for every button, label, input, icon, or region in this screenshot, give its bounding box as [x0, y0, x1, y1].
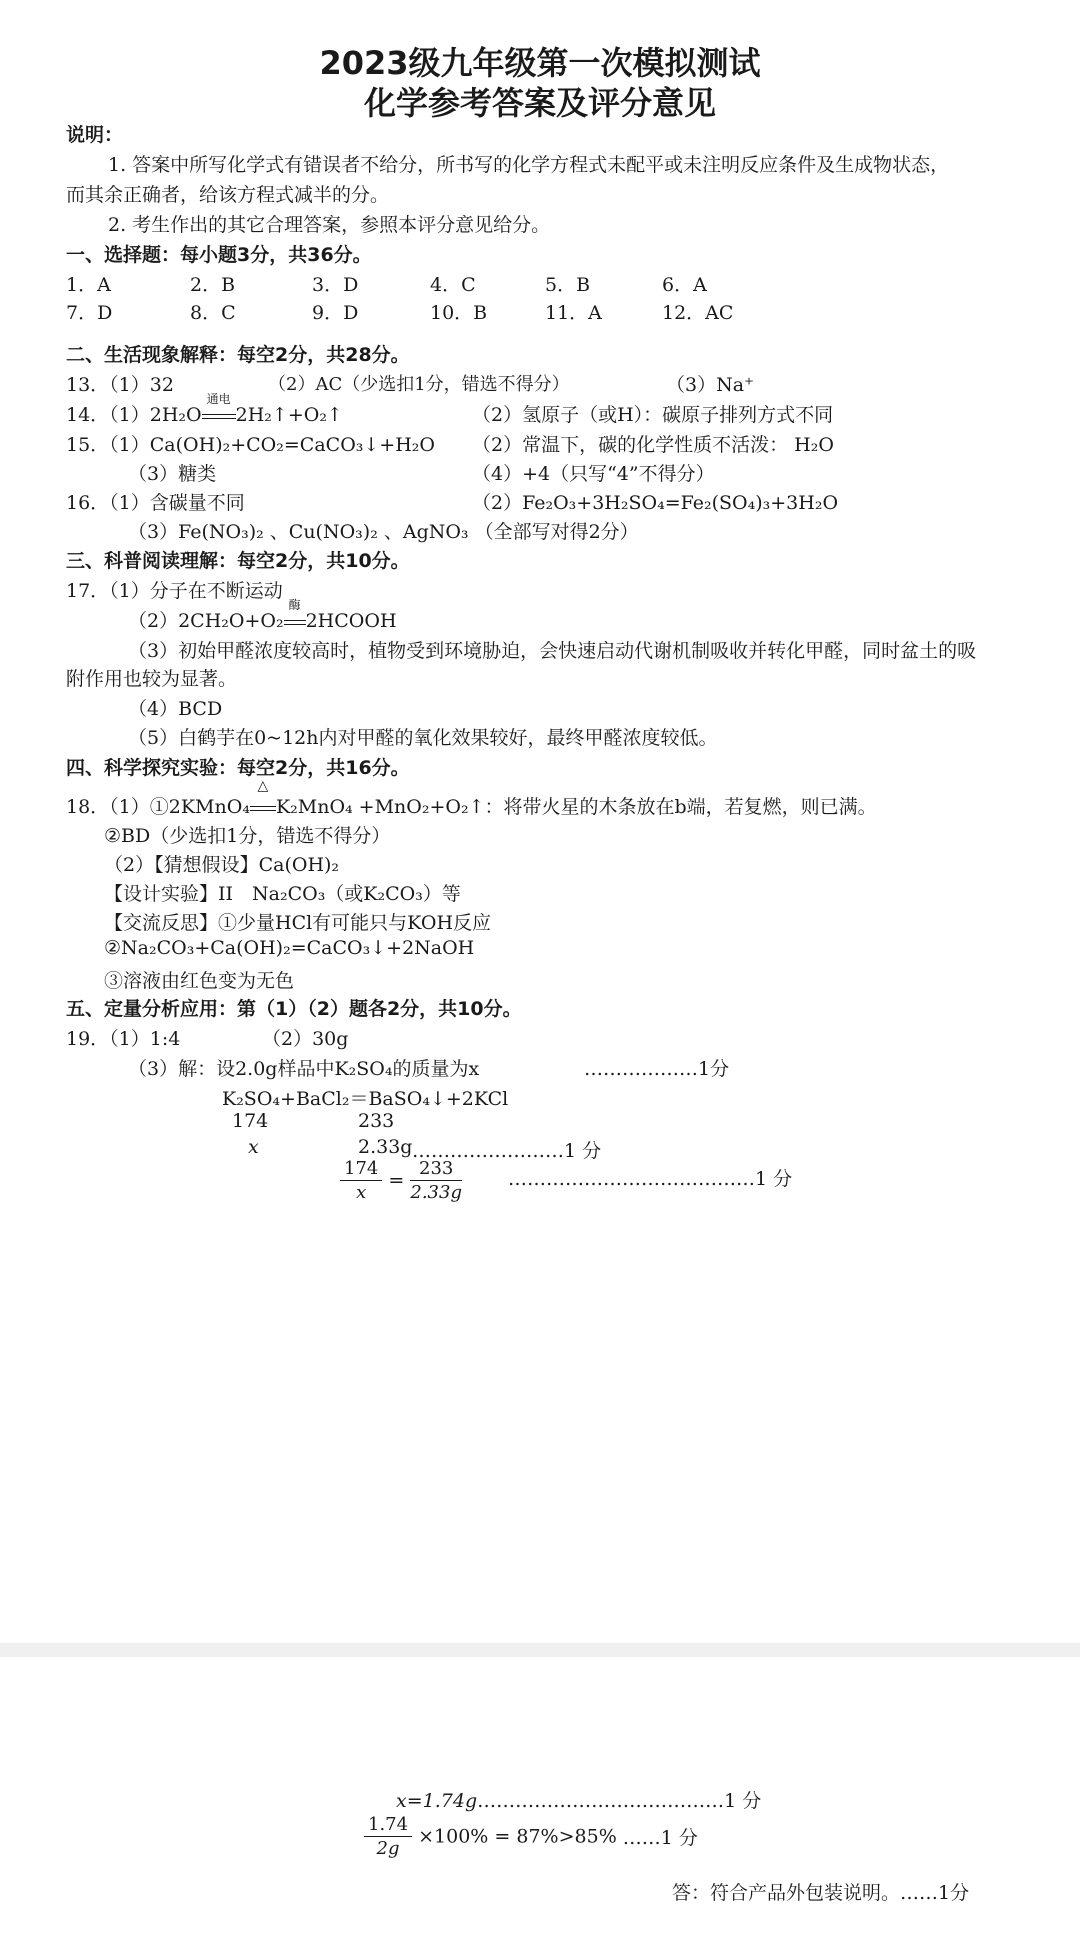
q17-part3-line1: （3）初始甲醛浓度较高时，植物受到环境胁迫，会快速启动代谢机制吸收并转化甲醛，同时盆土的吸 — [128, 640, 977, 662]
fraction-174-2g: $\frac{1.74}{2g}$ — [364, 1814, 412, 1859]
q13-part2: （2）AC（少选扣1分，错选不得分） — [268, 374, 570, 395]
answer-11: 11．A — [545, 302, 602, 324]
q18-color: ③溶液由红色变为无色 — [104, 970, 295, 992]
answer-7: 7．D — [66, 302, 113, 324]
answer-9: 9．D — [312, 302, 359, 324]
electrolysis-condition: 通电 — [202, 404, 236, 426]
q15-part1: 15．（1）Ca(OH)₂+CO₂=CaCO₃↓+H₂O — [66, 434, 435, 456]
mass-baso4: 2.33g — [358, 1136, 413, 1158]
answer-3: 3．D — [312, 274, 359, 296]
q16-part3: （3）Fe(NO₃)₂ 、Cu(NO₃)₂ 、AgNO₃ （全部写对得2分） — [128, 521, 639, 543]
q19-part3-points: ………………1分 — [584, 1058, 730, 1080]
q18-part1b: ②BD（少选扣1分，错选不得分） — [104, 825, 391, 847]
q17-part3-line2: 附作用也较为显著。 — [66, 668, 238, 690]
answer-8: 8．C — [190, 302, 236, 324]
doc-title: 2023级九年级第一次模拟测试 — [319, 44, 761, 82]
answer-2: 2．B — [190, 274, 236, 296]
q16-part2: （2）Fe₂O₃+3H₂SO₄=Fe₂(SO₄)₃+3H₂O — [472, 492, 839, 514]
q13-part3: （3）Na⁺ — [666, 374, 755, 396]
section2-heading: 二、生活现象解释：每空2分，共28分。 — [66, 344, 410, 366]
answer-6: 6．A — [662, 274, 707, 296]
answer-4: 4．C — [430, 274, 476, 296]
ratio-points: …………………………………1 分 — [508, 1168, 793, 1190]
q17-part2: （2）2CH₂O+O₂ 酶 2HCOOH — [128, 598, 397, 632]
note-1-line-2: 而其余正确者，给该方程式减半的分。 — [66, 184, 390, 206]
q19-part2: （2）30g — [262, 1028, 349, 1050]
section5-heading: 五、定量分析应用：第（1）（2）题各2分，共10分。 — [66, 998, 522, 1020]
q18-reflect: 【交流反思】①少量HCl有可能只与KOH反应 — [104, 912, 492, 934]
q19-part1: 19．（1）1:4 — [66, 1028, 181, 1050]
final-answer: 答：符合产品外包装说明。……1分 — [672, 1882, 970, 1904]
q15-part4: （4）+4（只写“4”不得分） — [472, 463, 715, 485]
answer-1: 1．A — [66, 274, 111, 296]
notes-heading: 说明： — [66, 124, 124, 146]
reaction-equation: K₂SO₄+BaCl₂＝BaSO₄↓+2KCl — [222, 1088, 509, 1110]
note-2: 2. 考生作出的其它合理答案，参照本评分意见给分。 — [108, 214, 551, 236]
q18-design: 【设计实验】II Na₂CO₃（或K₂CO₃）等 — [104, 883, 461, 905]
section3-heading: 三、科普阅读理解：每空2分，共10分。 — [66, 550, 410, 572]
q16-part1: 16．（1）含碳量不同 — [66, 492, 245, 514]
q17-part4: （4）BCD — [128, 698, 223, 720]
ratio-equation: $\frac{174}{x}$ = $\frac{233}{2.33g}$ — [340, 1158, 462, 1203]
molar-mass-baso4: 233 — [358, 1110, 395, 1132]
q18-part2: （2）【猜想假设】Ca(OH)₂ — [104, 854, 340, 876]
q14-part1: 14．（1）2H₂O 通电 2H₂↑+O₂↑ — [66, 392, 343, 426]
section4-heading: 四、科学探究实验：每空2分，共16分。 — [66, 757, 410, 779]
doc-subtitle: 化学参考答案及评分意见 — [363, 84, 716, 122]
fraction-174-x: $\frac{174}{x}$ — [340, 1158, 382, 1203]
answer-5: 5．B — [545, 274, 591, 296]
q19-part3: （3）解：设2.0g样品中K₂SO₄的质量为x — [128, 1058, 480, 1080]
page-seam — [0, 1643, 1080, 1657]
q18-equation: ②Na₂CO₃+Ca(OH)₂=CaCO₃↓+2NaOH — [104, 937, 475, 959]
section1-heading: 一、选择题：每小题3分，共36分。 — [66, 244, 372, 266]
fraction-233-mass: $\frac{233}{2.33g}$ — [410, 1158, 462, 1203]
q13-part1: 13．（1）32 — [66, 374, 174, 396]
q17-part5: （5）白鹤芋在0~12h内对甲醛的氧化效果较好，最终甲醛浓度较低。 — [128, 727, 718, 749]
note-1-line-1: 1. 答案中所写化学式有错误者不给分，所书写的化学方程式未配平或未注明反应条件及生成物状态， — [108, 154, 950, 176]
x-result: x=1.74g…………………………………1 分 — [396, 1790, 762, 1812]
percent-calc: $\frac{1.74}{2g}$ ×100% = 87%>85% ……1 分 — [364, 1814, 698, 1859]
heat-condition: △ — [250, 796, 276, 818]
molar-mass-k2so4: 174 — [232, 1110, 269, 1132]
answer-12: 12．AC — [662, 302, 734, 324]
mass-points: ……………………1 分 — [412, 1140, 602, 1162]
answer-10: 10．B — [430, 302, 488, 324]
q18-part1: 18．（1）①2KMnO₄ △ K₂MnO₄ +MnO₂+O₂↑：将带火星的木条放在b端，若复燃，则已满。 — [66, 778, 877, 818]
q14-part2: （2）氢原子（或H）：碳原子排列方式不同 — [472, 404, 834, 426]
enzyme-condition: 酶 — [284, 610, 306, 632]
unknown-x: x — [248, 1136, 259, 1158]
q17-part1: 17．（1）分子在不断运动 — [66, 580, 283, 602]
q15-part3: （3）糖类 — [128, 463, 217, 485]
q15-part2: （2）常温下，碳的化学性质不活泼： H₂O — [472, 434, 834, 456]
